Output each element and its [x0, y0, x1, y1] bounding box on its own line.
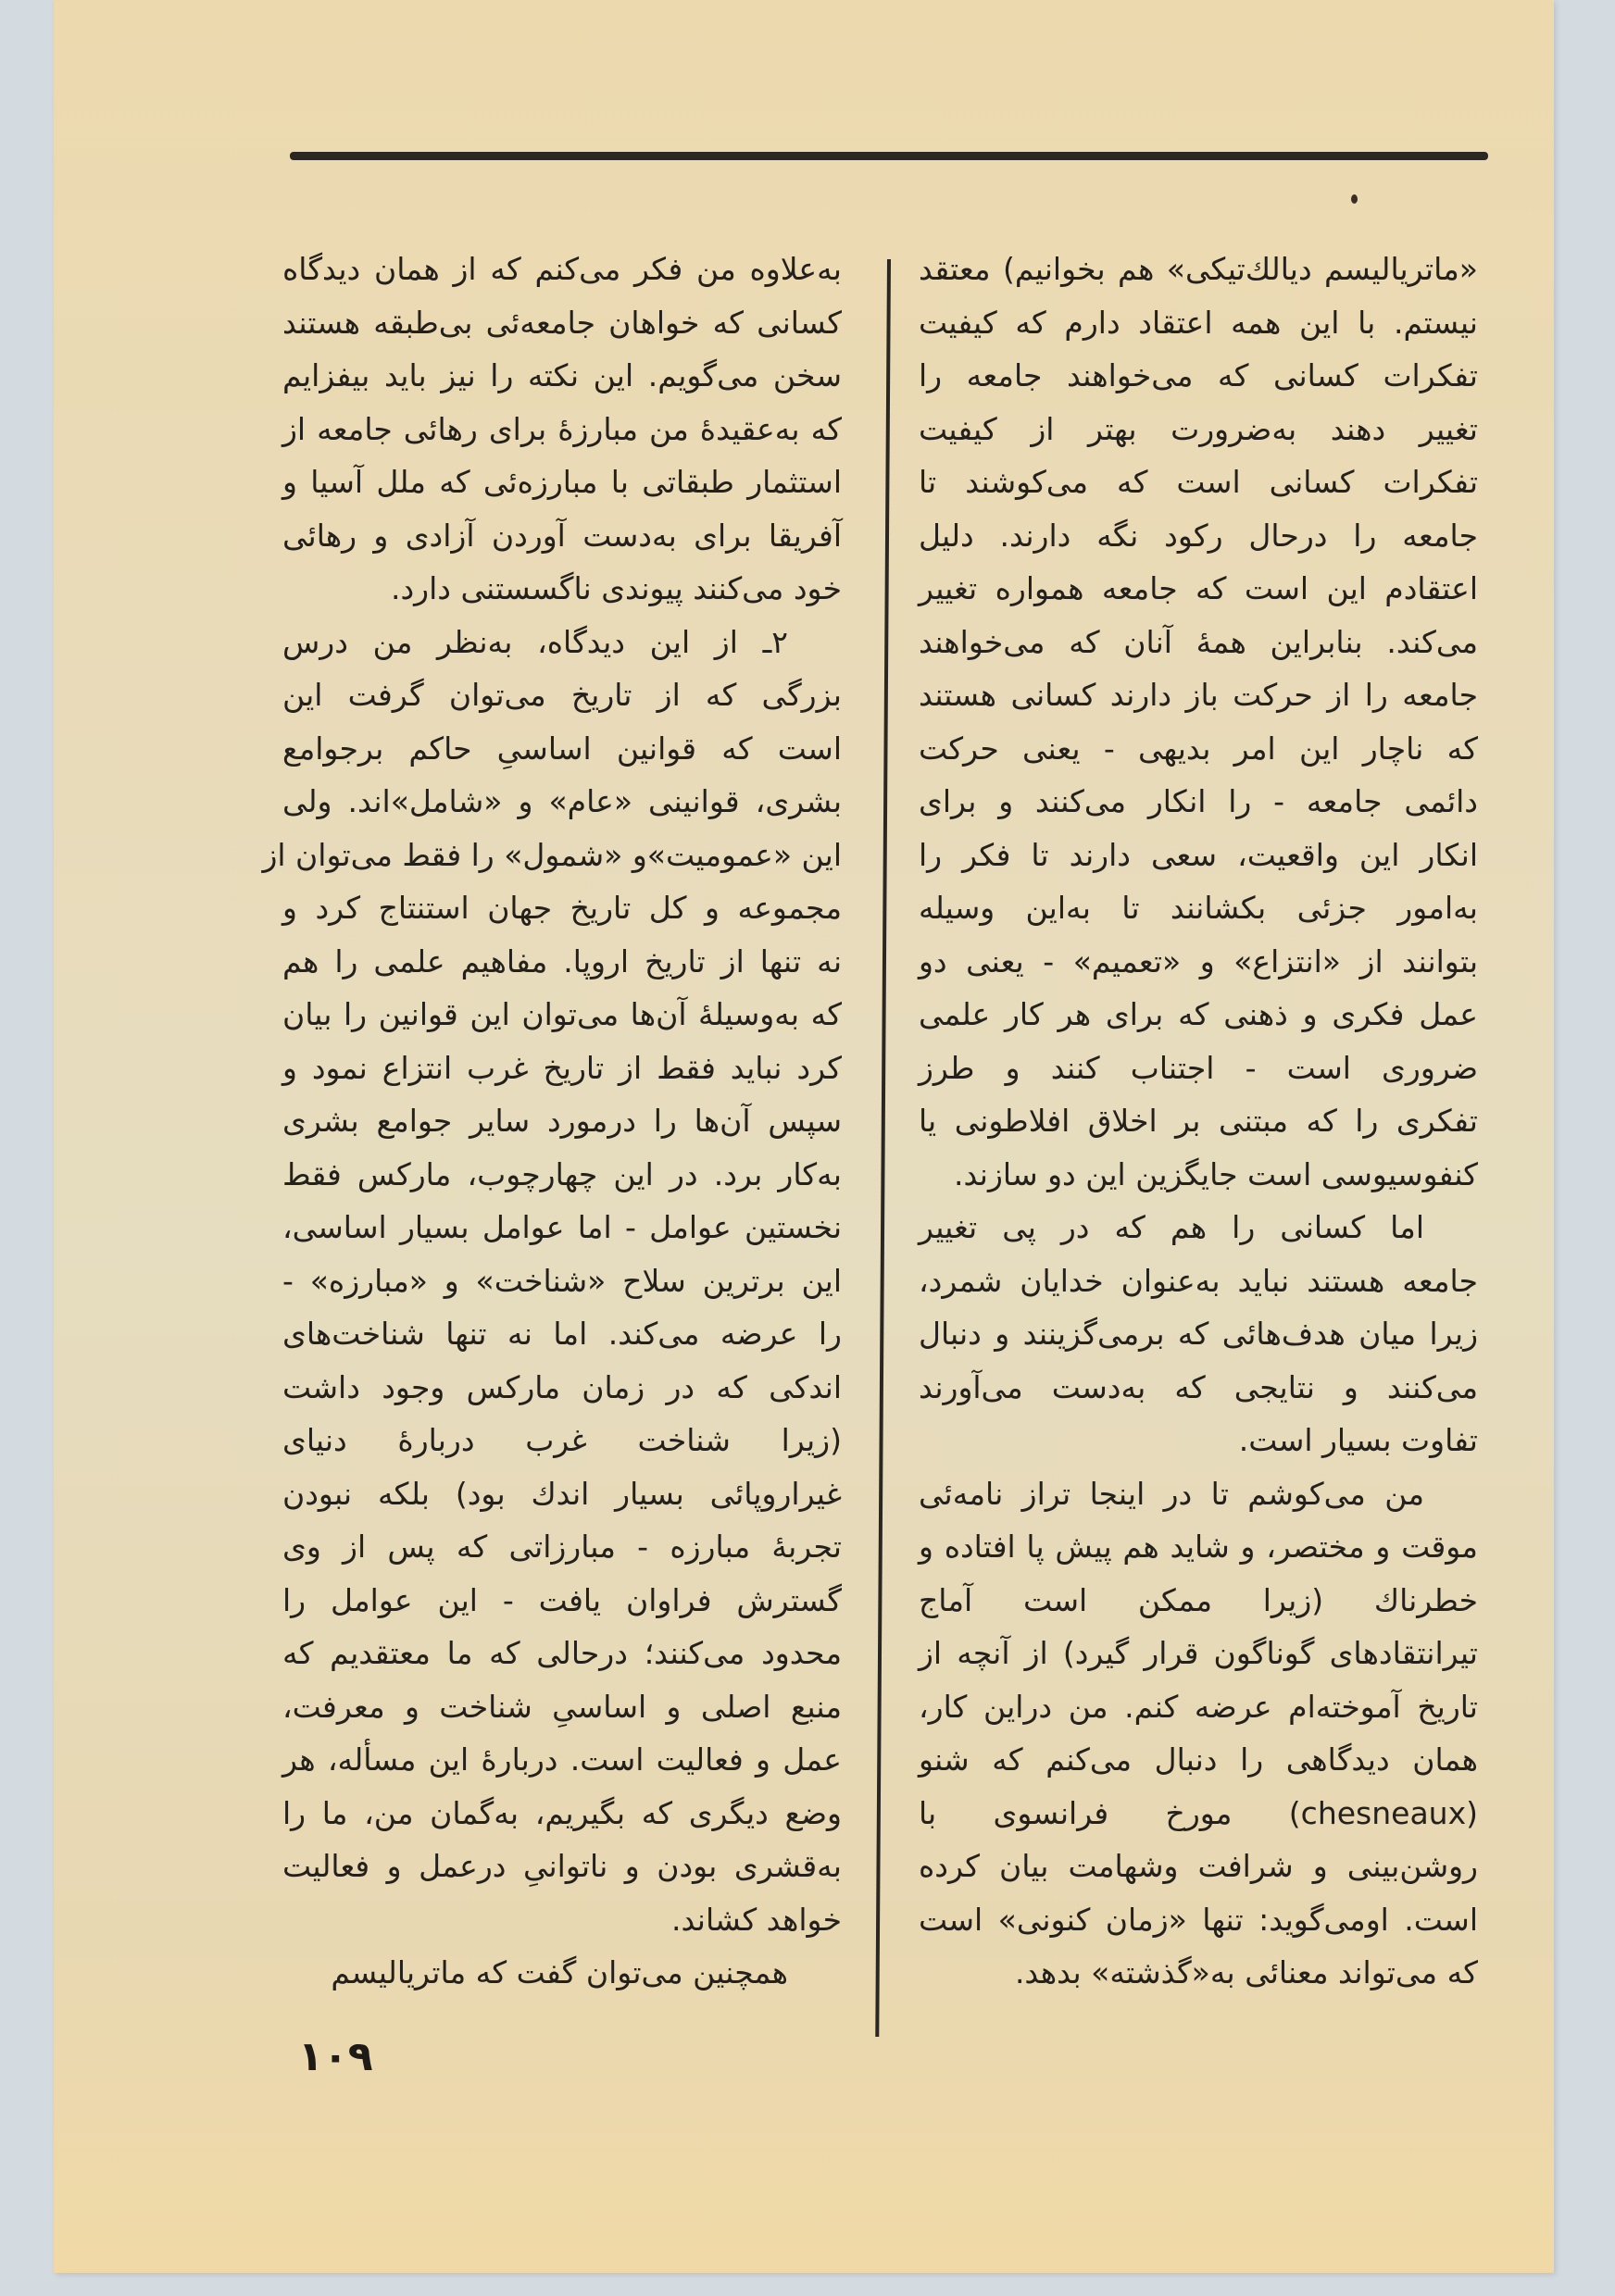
text-line: نیستم. با این همه اعتقاد دارم که کیفیت	[919, 304, 1478, 341]
text-line: را عرضه می‌کند. اما نه تنها شناخت‌های	[282, 1316, 842, 1352]
text-line: تجربهٔ مبارزه - مبارزاتی که پس از وی	[282, 1529, 842, 1565]
numbered-paragraph-start: ۲ـ از این دیدگاه، به‌نظر من درس	[282, 623, 788, 660]
text-line: این «عمومیت»و «شمول» را فقط می‌توان از	[262, 836, 842, 873]
text-line: «ماتریالیسم دیالك‌تیکی» هم بخوانیم) معتقد	[919, 251, 1478, 287]
left-column	[262, 243, 842, 2000]
text-line: است که قوانین اساسیِ حاکم برجوامع	[282, 730, 842, 767]
text-line: می‌کنند و نتایجی که به‌دست می‌آورند	[919, 1368, 1478, 1405]
paragraph-end-line: که می‌تواند معنائی به«گذشته» بدهد.	[1014, 1954, 1478, 1990]
text-line: جامعه را درحال رکود نگه دارند. دلیل	[919, 517, 1478, 554]
text-line: تفکرات کسانی است که می‌کوشند تا	[919, 464, 1478, 500]
text-line: عمل فکری و ذهنی که برای هر کار علمی	[919, 996, 1478, 1032]
text-line: عمل و فعالیت است. دربارهٔ این مسأله، هر	[282, 1741, 842, 1778]
text-line: دائمی جامعه - را انکار می‌کنند و برای	[919, 783, 1478, 819]
text-line: آفریقا برای به‌دست آوردن آزادی و رهائی	[282, 517, 842, 554]
paragraph-end-line: تفاوت بسیار است.	[1238, 1422, 1478, 1458]
text-line: این برترین سلاح «شناخت» و «مبارزه» -	[282, 1262, 842, 1299]
text-line: نه تنها از تاریخ اروپا. مفاهیم علمی را هم	[282, 942, 842, 980]
text-line: تغییر دهند به‌ضرورت بهتر از کیفیت	[919, 410, 1478, 447]
text-line: مجموعه و کل تاریخ جهان استنتاج کرد و	[282, 890, 842, 926]
text-line: ضروری است - اجتناب کنند و طرز	[919, 1049, 1478, 1086]
text-line: که ناچار این امر بدیهی - یعنی حرکت	[919, 730, 1478, 767]
text-line: می‌کند. بنابراین همهٔ آنان که می‌خواهند	[919, 623, 1478, 660]
text-line: تفکری را که مبتنی بر اخلاق افلاطونی یا	[919, 1103, 1478, 1139]
text-line: بزرگی که از تاریخ می‌توان گرفت این	[282, 677, 842, 713]
text-line: روشن‌بینی و شرافت وشهامت بیان کرده	[919, 1848, 1478, 1884]
text-line: به‌امور جزئی بکشانند تا به‌این وسیله	[919, 890, 1478, 926]
text-line: تفکرات کسانی که می‌خواهند جامعه را	[919, 357, 1478, 393]
text-line: کرد نباید فقط از تاریخ غرب انتزاع نمود و	[282, 1049, 842, 1086]
text-line: استثمار طبقاتی با مبارزه‌ئی که ملل آسیا و	[282, 464, 842, 500]
text-line: وضع دیگری که بگیریم، به‌گمان من، ما را	[282, 1794, 842, 1831]
text-line: تیرانتقادهای گوناگون قرار گیرد) از آنچه از	[919, 1635, 1478, 1671]
text-line: به‌کار برد. در این چهارچوب، مارکس فقط	[282, 1155, 842, 1192]
header-rule	[290, 152, 1488, 160]
text-line: تاریخ آموخته‌ام عرضه کنم. من دراین کار،	[919, 1688, 1478, 1725]
text-line: که به‌وسیلهٔ آن‌ها می‌توان این قوانین را بیان	[282, 996, 842, 1032]
text-line: به‌قشری بودن و ناتوانیِ درعمل و فعالیت	[282, 1848, 842, 1884]
text-line: که به‌عقیدهٔ من مبارزهٔ برای رهائی جامعه از	[282, 410, 842, 447]
text-line: بشری، قوانینی «عام» و «شامل»اند. ولی	[282, 783, 842, 819]
text-line: منبع اصلی و اساسیِ شناخت و معرفت،	[282, 1688, 842, 1725]
text-line: گسترش فراوان یافت - این عوامل را	[282, 1581, 842, 1618]
text-line: اعتقادم این است که جامعه همواره تغییر	[919, 570, 1478, 606]
right-column	[919, 243, 1478, 2000]
paragraph-end-line: خواهد کشاند.	[670, 1901, 842, 1938]
ink-speck	[1351, 194, 1358, 204]
text-line: جامعه هستند نباید به‌عنوان خدایان شمرد،	[919, 1262, 1478, 1299]
text-line: غیراروپائی بسیار اندك بود) بلکه نبودن	[282, 1475, 842, 1512]
paragraph-start-line: همچنین می‌توان گفت که ماتریالیسم	[331, 1954, 788, 1990]
text-line: کسانی که خواهان جامعه‌ئی بی‌طبقه هستند	[282, 304, 842, 341]
page-number: ۱۰۹	[298, 2033, 373, 2080]
text-line: (زیرا شناخت غرب دربارهٔ دنیای	[282, 1422, 842, 1458]
paragraph-end-line: خود می‌کنند پیوندی ناگسستنی دارد.	[391, 570, 842, 606]
paragraph-end-line: کنفوسیوسی است جایگزین این دو سازند.	[953, 1155, 1478, 1192]
text-line: انکار این واقعیت، سعی دارند تا فکر را	[919, 836, 1478, 873]
text-line: بتوانند از «انتزاع» و «تعمیم» - یعنی دو	[919, 942, 1478, 980]
text-line: سخن می‌گویم. این نکته را نیز باید بیفزایم	[282, 357, 842, 393]
text-line: به‌علاوه من فکر می‌کنم که از همان دیدگاه	[282, 251, 842, 287]
text-line: است. اومی‌گوید: تنها «زمان کنونی» است	[919, 1901, 1478, 1938]
text-line: نخستین عوامل - اما عوامل بسیار اساسی،	[282, 1209, 842, 1245]
text-line: محدود می‌کنند؛ درحالی که ما معتقدیم که	[282, 1635, 842, 1671]
text-line: زیرا میان هدف‌هائی که برمی‌گزینند و دنبال	[919, 1316, 1478, 1352]
text-line: سپس آن‌ها را درمورد سایر جوامع بشری	[282, 1103, 842, 1139]
text-line: موقت و مختصر، و شاید هم پیش پا افتاده و	[919, 1529, 1478, 1565]
text-line: خطرناك (زیرا ممکن است آماج	[919, 1581, 1478, 1618]
paragraph-start-line: من می‌کوشم تا در اینجا تراز نامه‌ئی	[919, 1475, 1424, 1512]
text-line: جامعه را از حرکت باز دارند کسانی هستند	[919, 677, 1478, 713]
text-line: همان دیدگاهی را دنبال می‌کنم که شنو	[919, 1741, 1478, 1778]
text-line: اندکی که در زمان مارکس وجود داشت	[282, 1368, 842, 1405]
paragraph-start-line: اما کسانی را هم که در پی تغییر	[919, 1209, 1424, 1245]
text-line-with-latin-name: (chesneaux) مورخ فرانسوی با	[919, 1794, 1478, 1831]
